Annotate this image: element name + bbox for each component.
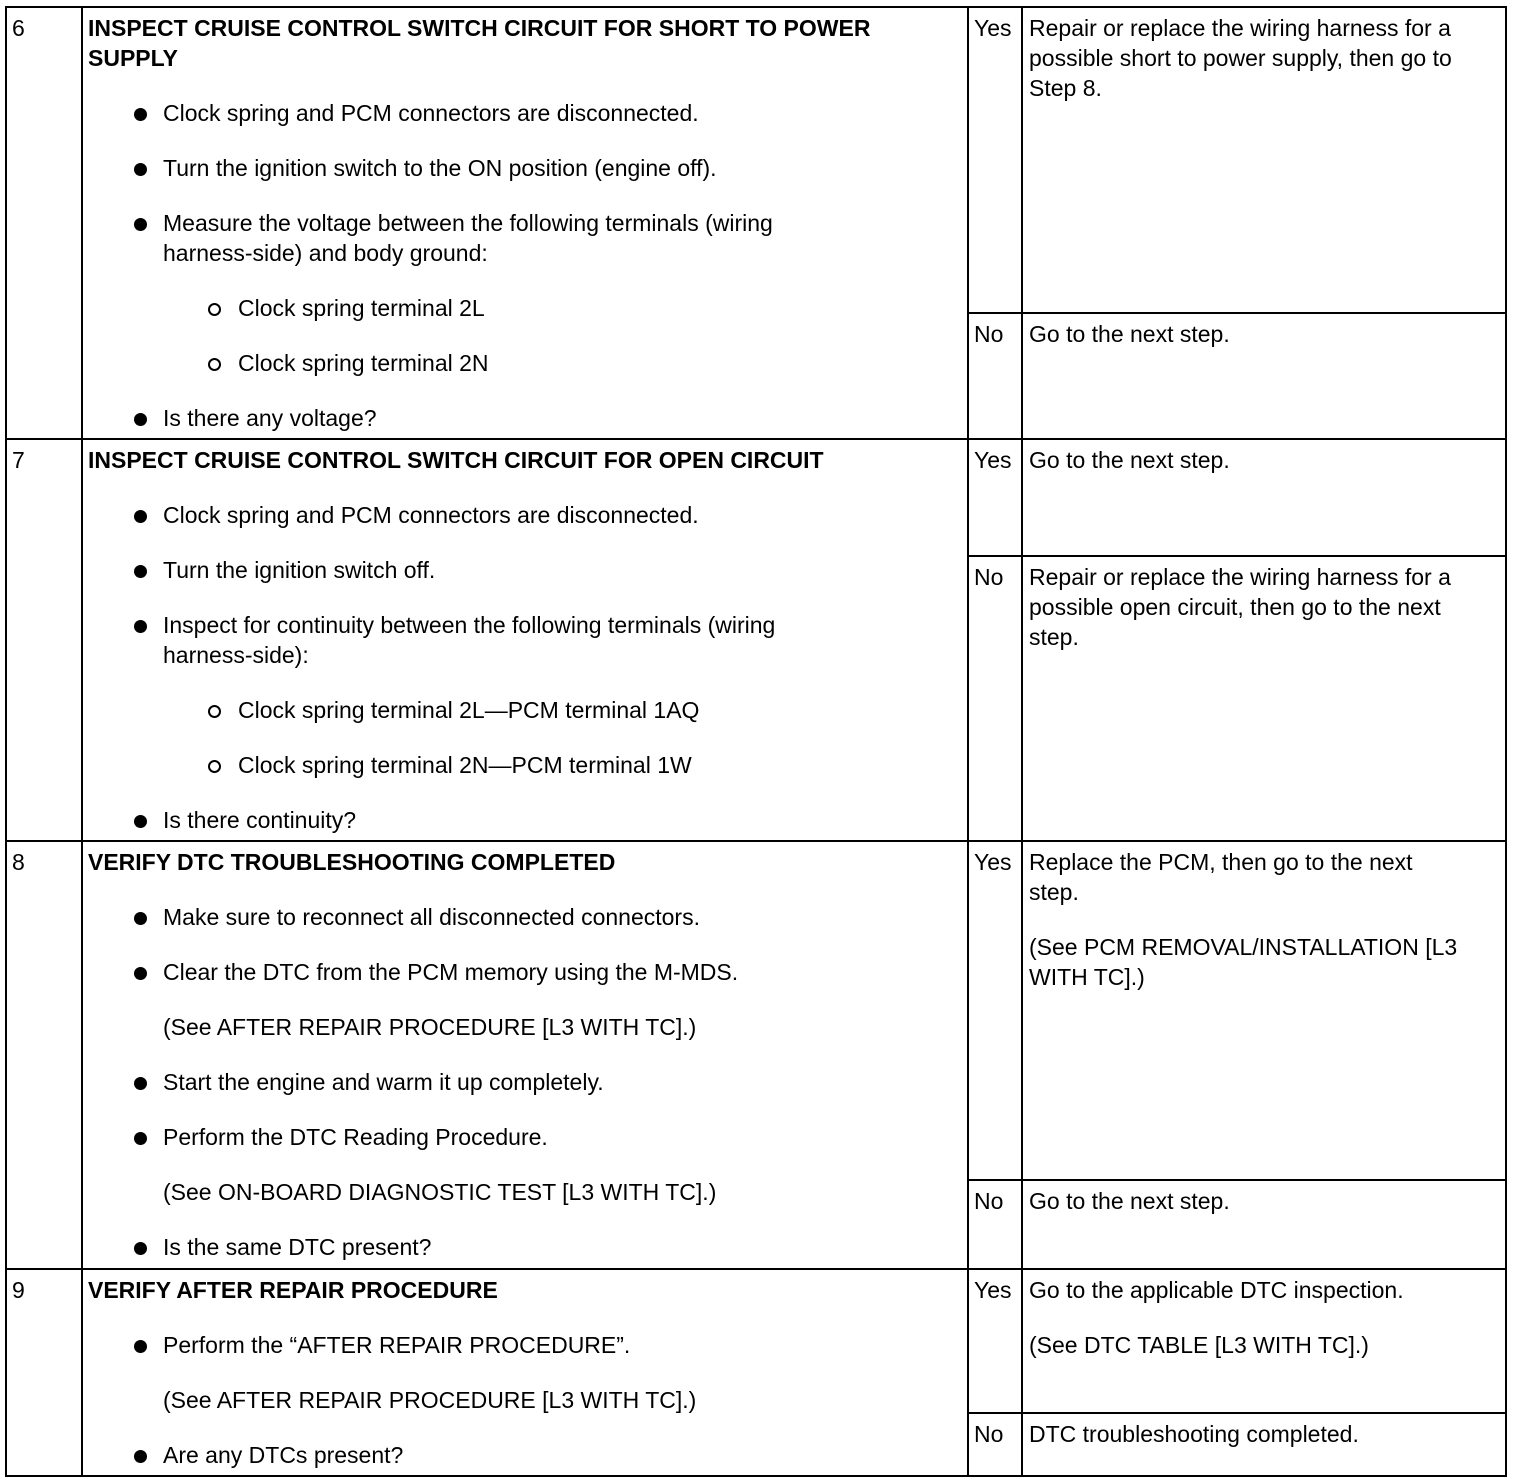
bullet-icon: [134, 815, 147, 828]
action-item: Clock spring and PCM connectors are disconnected.: [163, 100, 699, 126]
reference-note: (See DTC TABLE [L3 WITH TC].): [1029, 1332, 1369, 1358]
reference-note: (See AFTER REPAIR PROCEDURE [L3 WITH TC].): [163, 1014, 697, 1040]
yes-label: Yes: [974, 849, 1012, 875]
no-text: possible open circuit, then go to the next: [1029, 594, 1441, 620]
no-result: [969, 314, 1505, 438]
sub-item: Clock spring terminal 2N—PCM terminal 1W: [238, 752, 692, 778]
action-item-continued: harness-side) and body ground:: [163, 240, 488, 266]
yes-result: [969, 440, 1505, 557]
no-text: DTC troubleshooting completed.: [1029, 1421, 1359, 1447]
bullet-icon: [134, 1340, 147, 1353]
no-label-cell: [969, 557, 1023, 840]
result-cell: [969, 8, 1505, 438]
step-heading: INSPECT CRUISE CONTROL SWITCH CIRCUIT FOR SHORT TO POWER: [88, 15, 871, 41]
action-item-continued: harness-side):: [163, 642, 309, 668]
bullet-icon: [134, 912, 147, 925]
yes-label-cell: [969, 8, 1023, 312]
yes-label-cell: [969, 1270, 1023, 1412]
step-number-cell: [7, 440, 83, 840]
step-heading-continued: SUPPLY: [88, 45, 178, 71]
no-label: No: [974, 321, 1004, 347]
action-item: Perform the DTC Reading Procedure.: [163, 1124, 548, 1150]
bullet-icon: [134, 565, 147, 578]
reference-note: WITH TC].): [1029, 964, 1145, 990]
action-item: Inspect for continuity between the following terminals (wiring: [163, 612, 776, 638]
bullet-icon: [134, 1242, 147, 1255]
no-label-cell: [969, 314, 1023, 438]
no-result: [969, 1181, 1505, 1268]
bullet-icon: [134, 1132, 147, 1145]
yes-label: Yes: [974, 1277, 1012, 1303]
step-number: 7: [12, 447, 25, 473]
no-text: step.: [1029, 624, 1079, 650]
no-label: No: [974, 1421, 1004, 1447]
step-number: 9: [12, 1277, 25, 1303]
action-question: Is there continuity?: [163, 807, 357, 833]
bullet-icon: [134, 620, 147, 633]
step-number: 6: [12, 15, 25, 41]
action-question: Are any DTCs present?: [163, 1442, 404, 1468]
yes-text: step.: [1029, 879, 1079, 905]
action-item: Perform the “AFTER REPAIR PROCEDURE”.: [163, 1332, 631, 1358]
sub-bullet-icon: [208, 705, 221, 718]
no-label: No: [974, 564, 1004, 590]
yes-text: Go to the applicable DTC inspection.: [1029, 1277, 1404, 1303]
bullet-icon: [134, 510, 147, 523]
yes-result: [969, 8, 1505, 314]
no-result: [969, 1414, 1505, 1475]
yes-result: [969, 842, 1505, 1181]
step-number: 8: [12, 849, 25, 875]
yes-label-cell: [969, 440, 1023, 555]
action-cell: [83, 842, 969, 1268]
step-number-cell: [7, 8, 83, 438]
yes-text: Repair or replace the wiring harness for a: [1029, 15, 1451, 41]
no-text: Go to the next step.: [1029, 321, 1230, 347]
no-label-cell: [969, 1181, 1023, 1268]
action-item: Clear the DTC from the PCM memory using the M-MDS.: [163, 959, 739, 985]
yes-label: Yes: [974, 447, 1012, 473]
table-row-step-7: [5, 438, 1507, 842]
sub-item: Clock spring terminal 2L—PCM terminal 1AQ: [238, 697, 700, 723]
no-text: Go to the next step.: [1029, 1188, 1230, 1214]
bullet-icon: [134, 967, 147, 980]
action-question: Is there any voltage?: [163, 405, 377, 431]
bullet-icon: [134, 218, 147, 231]
yes-label-cell: [969, 842, 1023, 1179]
bullet-icon: [134, 1450, 147, 1463]
action-item: Clock spring and PCM connectors are disconnected.: [163, 502, 699, 528]
reference-note: (See AFTER REPAIR PROCEDURE [L3 WITH TC].): [163, 1387, 697, 1413]
sub-item: Clock spring terminal 2N: [238, 350, 489, 376]
table-row-step-6: [5, 6, 1507, 440]
action-item: Start the engine and warm it up completely.: [163, 1069, 604, 1095]
action-cell: [83, 440, 969, 840]
bullet-icon: [134, 108, 147, 121]
yes-text: Step 8.: [1029, 75, 1102, 101]
action-item: Measure the voltage between the following terminals (wiring: [163, 210, 773, 236]
action-item: Turn the ignition switch off.: [163, 557, 436, 583]
yes-text: Go to the next step.: [1029, 447, 1230, 473]
sub-bullet-icon: [208, 760, 221, 773]
no-label-cell: [969, 1414, 1023, 1475]
no-result: [969, 557, 1505, 840]
yes-result: [969, 1270, 1505, 1414]
step-heading: VERIFY AFTER REPAIR PROCEDURE: [88, 1277, 498, 1303]
table-row-step-8: [5, 840, 1507, 1270]
action-item: Make sure to reconnect all disconnected connectors.: [163, 904, 700, 930]
yes-text: possible short to power supply, then go to: [1029, 45, 1452, 71]
action-cell: [83, 1270, 969, 1475]
action-cell: [83, 8, 969, 438]
bullet-icon: [134, 413, 147, 426]
sub-bullet-icon: [208, 303, 221, 316]
step-heading: VERIFY DTC TROUBLESHOOTING COMPLETED: [88, 849, 616, 875]
result-cell: [969, 842, 1505, 1268]
reference-note: (See PCM REMOVAL/INSTALLATION [L3: [1029, 934, 1458, 960]
sub-item: Clock spring terminal 2L: [238, 295, 485, 321]
step-heading: INSPECT CRUISE CONTROL SWITCH CIRCUIT FOR OPEN CIRCUIT: [88, 447, 824, 473]
step-number-cell: [7, 842, 83, 1268]
bullet-icon: [134, 163, 147, 176]
action-question: Is the same DTC present?: [163, 1234, 432, 1260]
action-item: Turn the ignition switch to the ON position (engine off).: [163, 155, 717, 181]
step-number-cell: [7, 1270, 83, 1475]
table-row-step-9: [5, 1268, 1507, 1477]
yes-label: Yes: [974, 15, 1012, 41]
reference-note: (See ON-BOARD DIAGNOSTIC TEST [L3 WITH TC].): [163, 1179, 717, 1205]
result-cell: [969, 1270, 1505, 1475]
no-label: No: [974, 1188, 1004, 1214]
yes-text: Replace the PCM, then go to the next: [1029, 849, 1413, 875]
sub-bullet-icon: [208, 358, 221, 371]
bullet-icon: [134, 1077, 147, 1090]
result-cell: [969, 440, 1505, 840]
no-text: Repair or replace the wiring harness for a: [1029, 564, 1451, 590]
